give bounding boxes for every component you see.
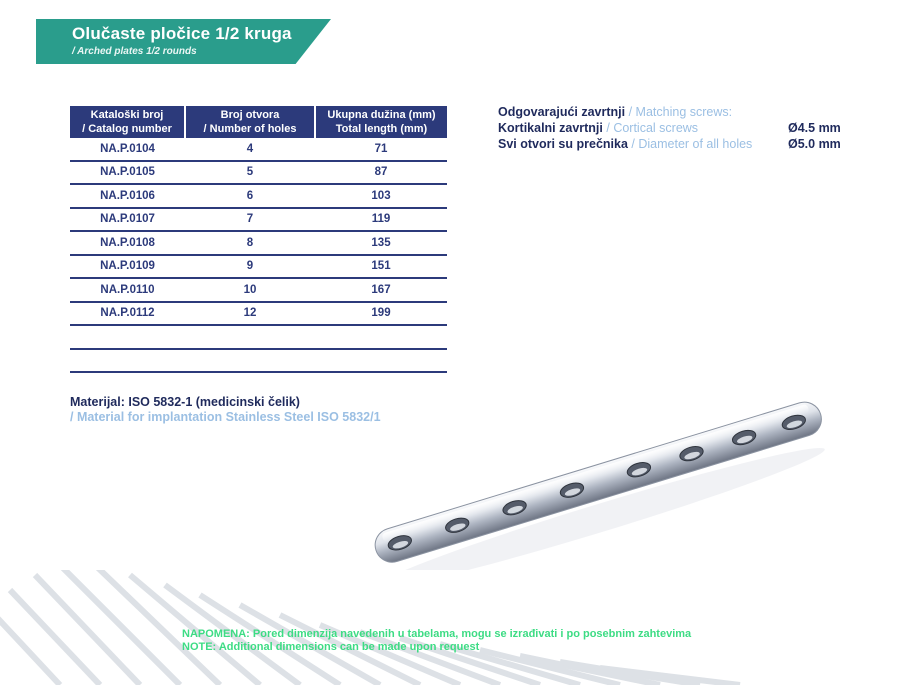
catalog-number-cell: NA.P.0105 (70, 161, 185, 185)
length-cell: 119 (315, 208, 447, 232)
table-row (70, 302, 447, 326)
length-cell: 167 (315, 278, 447, 302)
length-cell: 103 (315, 184, 447, 208)
material-info (70, 395, 381, 425)
col-header-total-length: Ukupna dužina (mm) Total length (mm) (315, 106, 447, 138)
holes-cell: 12 (185, 302, 315, 326)
holes-cell: 8 (185, 231, 315, 255)
page-subtitle: / Arched plates 1/2 rounds (72, 46, 197, 57)
catalog-table (70, 106, 447, 373)
table-row-empty (70, 349, 447, 373)
holes-cell: 6 (185, 184, 315, 208)
holes-cell: 4 (185, 138, 315, 161)
holes-cell: 7 (185, 208, 315, 232)
note (182, 628, 691, 654)
hole-diameter-line: Svi otvori su prečnika / Diameter of all holes Ø5.0 mm (498, 137, 841, 151)
length-cell: 71 (315, 138, 447, 161)
cortical-screws-line: Kortikalni zavrtnji / Cortical screws Ø4.5 mm (498, 121, 841, 135)
length-cell: 87 (315, 161, 447, 185)
col-header-number-of-holes: Broj otvora / Number of holes (185, 106, 315, 138)
table-row-empty (70, 325, 447, 349)
note-en: NOTE: Additional dimensions can be made upon request (182, 641, 480, 653)
holes-cell: 5 (185, 161, 315, 185)
col-header-catalog-number: Kataloški broj / Catalog number (70, 106, 185, 138)
table-row (70, 138, 447, 161)
screw-specs (498, 104, 841, 152)
note-sr: NAPOMENA: Pored dimenzija navedenih u tabelama, mogu se izrađivati i po posebnim zahtevima (182, 628, 692, 640)
matching-screws-line: Odgovarajući zavrtnji / Matching screws: (498, 105, 733, 119)
catalog-number-cell: NA.P.0108 (70, 231, 185, 255)
table-row (70, 278, 447, 302)
arched-plate-image (350, 400, 840, 570)
length-cell: 151 (315, 255, 447, 279)
holes-cell: 9 (185, 255, 315, 279)
catalog-number-cell: NA.P.0107 (70, 208, 185, 232)
table-row (70, 255, 447, 279)
table-row (70, 208, 447, 232)
table-row (70, 161, 447, 185)
catalog-number-cell: NA.P.0109 (70, 255, 185, 279)
material-en: / Material for implantation Stainless Steel ISO 5832/1 (70, 410, 381, 424)
page-title: Olučaste pločice 1/2 kruga (72, 24, 292, 43)
length-cell: 135 (315, 231, 447, 255)
table-header-row (70, 106, 447, 138)
table-row (70, 184, 447, 208)
cortical-screw-diameter: Ø4.5 mm (788, 121, 841, 135)
length-cell: 199 (315, 302, 447, 326)
catalog-number-cell: NA.P.0106 (70, 184, 185, 208)
catalog-number-cell: NA.P.0112 (70, 302, 185, 326)
catalog-number-cell: NA.P.0110 (70, 278, 185, 302)
holes-cell: 10 (185, 278, 315, 302)
table-row (70, 231, 447, 255)
material-sr: Materijal: ISO 5832-1 (medicinski čelik) (70, 395, 300, 409)
catalog-number-cell: NA.P.0104 (70, 138, 185, 161)
hole-diameter-value: Ø5.0 mm (788, 137, 841, 151)
